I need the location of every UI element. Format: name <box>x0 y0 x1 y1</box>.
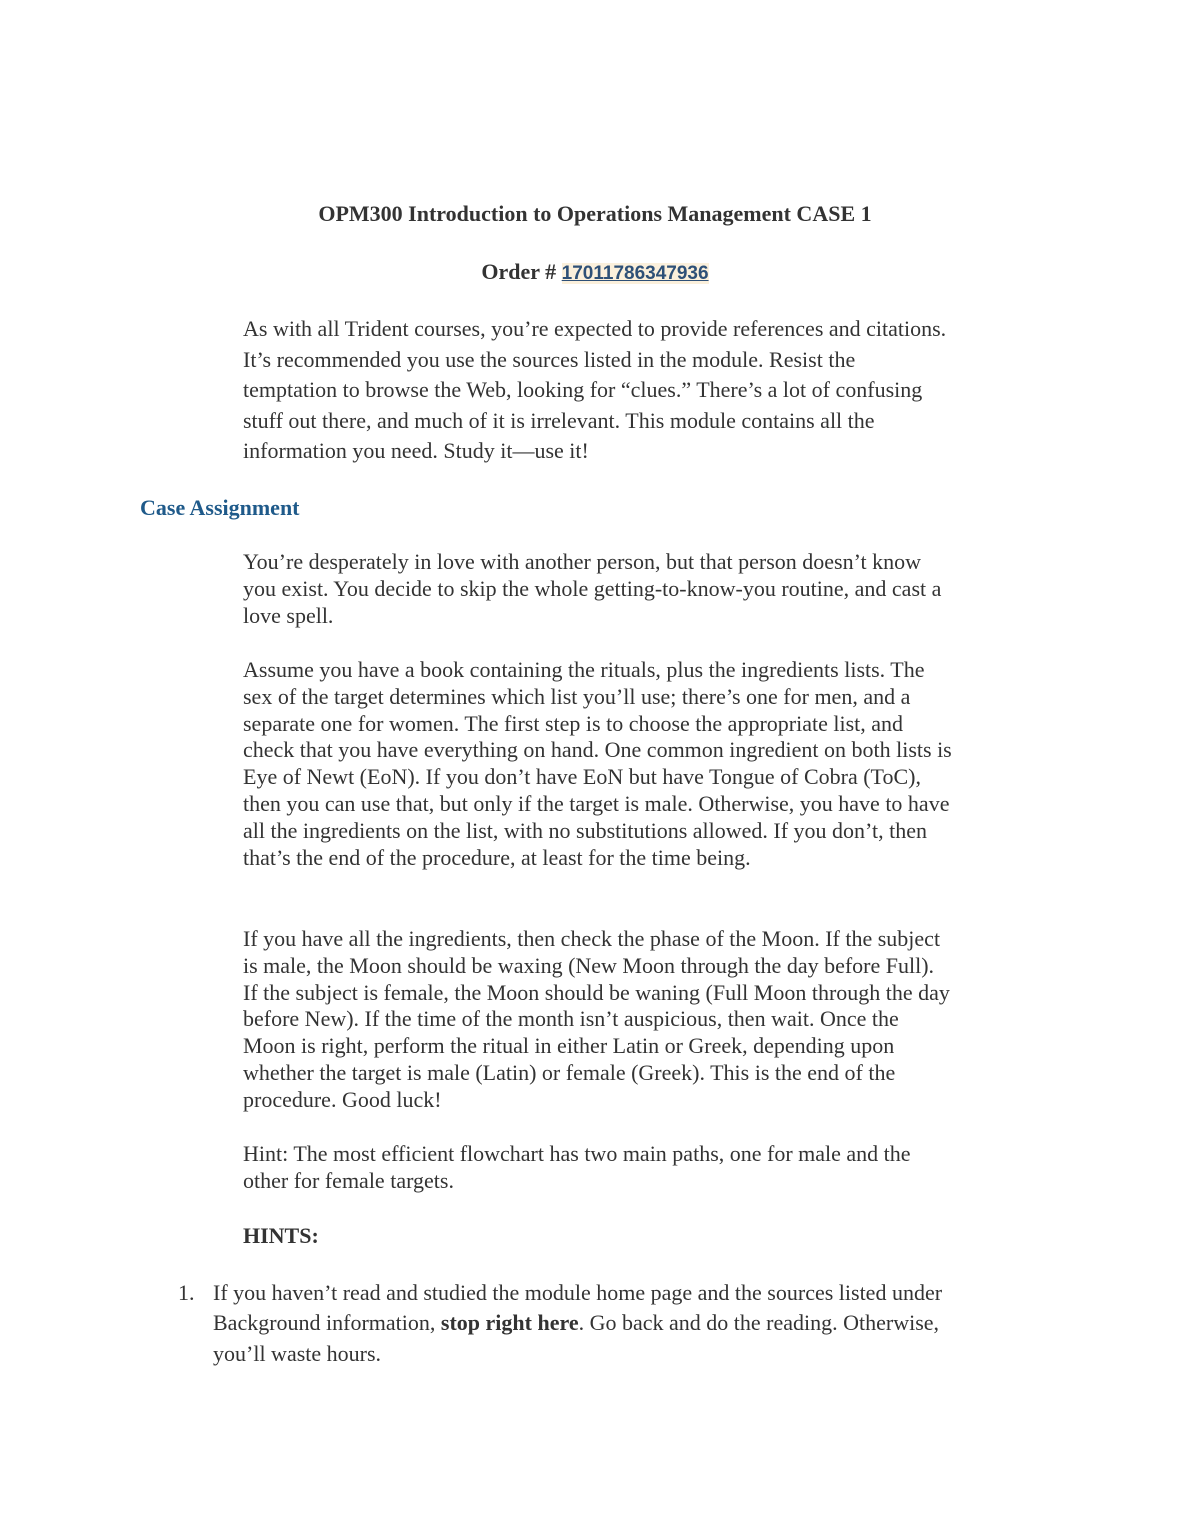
case-paragraph: Assume you have a book containing the rituals, plus the ingredients lists. The sex of the target determines which list you’ll use; there’s one for men, and a separate one for women. The first step is to choose the appropriate list, and check that you have everything on hand. One common ingredient on both lists is Eye of Newt (EoN). If you don’t have EoN but have Tongue of Cobra (ToC), then you can use that, but only if the target is male. Otherwise, you have to have all the ingredients on the list, with no substitutions allowed. If you don’t, then that’s the end of the procedure, at least for the time being. <box>243 657 952 870</box>
section-heading: Case Assignment <box>140 495 300 520</box>
list-item-text <box>213 1278 958 1369</box>
order-line <box>0 258 1190 288</box>
intro-paragraph: As with all Trident courses, you’re expected to provide references and citations. It’s recommended you use the sources listed in the module. Resist the temptation to browse the Web, looking for “clues.” There’s a lot of confusing stuff out there, and much of it is irrelevant. This module contains all the information you need. Study it—use it! <box>243 316 947 463</box>
case-paragraph: If you have all the ingredients, then check the phase of the Moon. If the subject is male, the Moon should be waxing (New Moon through the day before Full). If the subject is female, the Moon should be waning (Full Moon through the day before New). If the time of the month isn’t auspicious, then wait. Once the Moon is right, perform the ritual in either Latin or Greek, depending upon whether the target is male (Latin) or female (Greek). This is the end of the procedure. Good luck! <box>243 926 950 1112</box>
hints-heading: HINTS: <box>243 1223 319 1248</box>
list-text-after: . Go back and do the reading. Otherwise, you’ll waste hours. <box>213 1310 940 1366</box>
order-label: Order # <box>481 259 557 284</box>
order-number-link[interactable]: 17011786347936 <box>561 263 709 284</box>
hint-paragraph: Hint: The most efficient flowchart has two main paths, one for male and the other for female targets. <box>243 1141 911 1193</box>
list-text-bold: stop right here <box>440 1310 579 1336</box>
case-paragraph: You’re desperately in love with another person, but that person doesn’t know you exist. You decide to skip the whole getting-to-know-you routine, and cast a love spell. <box>243 549 942 628</box>
list-number: 1. <box>178 1280 195 1305</box>
list-text-before: If you haven’t read and studied the module home page and the sources listed under Background information, <box>213 1280 943 1336</box>
document-title: OPM300 Introduction to Operations Management CASE 1 <box>318 201 872 226</box>
list-item <box>178 1278 958 1369</box>
